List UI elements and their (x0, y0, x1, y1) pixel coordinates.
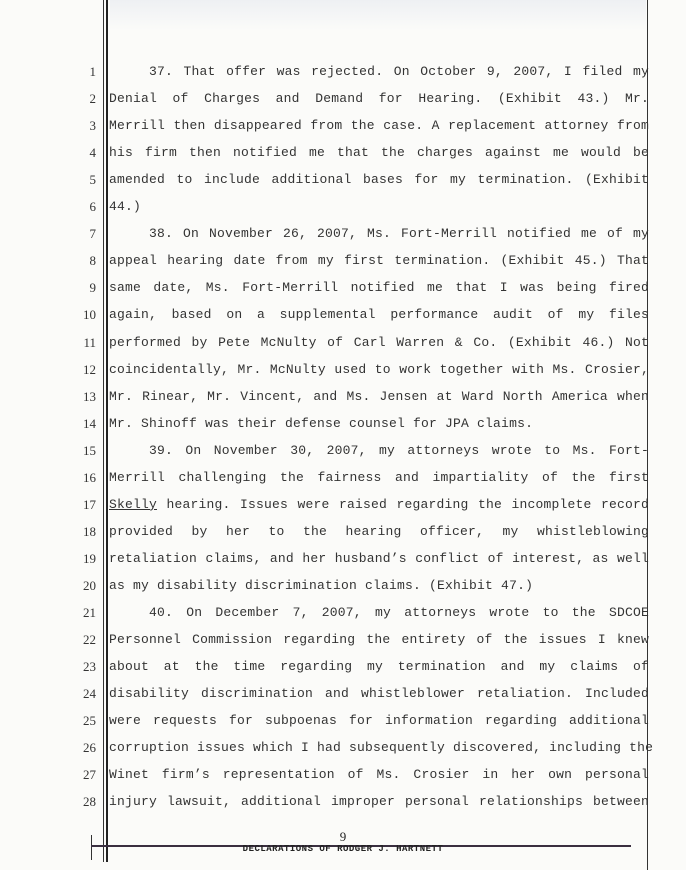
text-line (109, 497, 649, 512)
line-number: 23 (83, 659, 96, 675)
line-number: 10 (83, 307, 96, 323)
line-number: 14 (83, 415, 96, 431)
line-number: 16 (83, 469, 96, 485)
line-number: 17 (83, 496, 96, 512)
line-number: 5 (89, 172, 96, 188)
line-number: 13 (83, 388, 96, 404)
text-line: Personnel Commission regarding the entirety of the issues I knew (109, 632, 649, 648)
line-number: 8 (89, 253, 96, 269)
text-line: 44.) (109, 199, 142, 215)
text-line: disability discrimination and whistleblower retaliation. Included (109, 686, 649, 702)
text-line: same date, Ms. Fort-Merrill notified me that I was being fired (109, 280, 649, 296)
line-number: 15 (83, 442, 96, 458)
scan-artifact (110, 0, 646, 30)
case-name-underlined: Skelly (109, 496, 158, 512)
text-line: Mr. Shinoff was their defense counsel for JPA claims. (109, 415, 534, 431)
page-number: 9 (339, 829, 347, 844)
text-line: again, based on a supplemental performance audit of my files (109, 307, 649, 323)
left-margin-rule (103, 0, 104, 862)
line-number: 20 (83, 577, 96, 593)
line-number: 6 (89, 199, 96, 215)
text-line: coincidentally, Mr. McNulty used to work together with Ms. Crosier, (109, 361, 649, 377)
text-line: provided by her to the hearing officer, my whistleblowing (109, 523, 649, 539)
text-line: 37. That offer was rejected. On October 9, 2007, I filed my (149, 64, 649, 79)
text-line: 40. On December 7, 2007, my attorneys wrote to the SDCOE (149, 605, 649, 620)
text-line: 39. On November 30, 2007, my attorneys wrote to Ms. Fort- (149, 442, 649, 458)
line-number: 28 (83, 794, 96, 810)
text-line: Merrill challenging the fairness and impartiality of the first (109, 469, 649, 485)
text-line: Mr. Rinear, Mr. Vincent, and Ms. Jensen at Ward North America when (109, 388, 649, 404)
line-number: 1 (89, 64, 96, 79)
line-number: 4 (89, 145, 96, 161)
line-number: 21 (83, 605, 96, 620)
line-number: 27 (83, 767, 96, 783)
line-text: hearing. Issues were raised regarding the incomplete record (157, 496, 649, 512)
text-line: injury lawsuit, additional improper personal relationships between (109, 794, 649, 810)
line-number: 19 (83, 550, 96, 566)
text-line: as my disability discrimination claims. (Exhibit 47.) (109, 577, 534, 593)
line-number: 22 (83, 632, 96, 648)
line-number: 7 (89, 226, 96, 242)
line-number: 2 (89, 91, 96, 107)
line-number: 26 (83, 740, 96, 756)
line-number: 12 (83, 361, 96, 377)
text-line: 38. On November 26, 2007, Ms. Fort-Merrill notified me of my (149, 226, 649, 242)
left-margin-rule-double (106, 0, 108, 862)
line-number: 25 (83, 713, 96, 729)
text-line: his firm then notified me that the charges against me would be (109, 145, 649, 161)
line-number: 18 (83, 523, 96, 539)
line-number: 24 (83, 686, 96, 702)
line-number: 11 (83, 334, 96, 350)
text-line: about at the time regarding my termination and my claims of (109, 659, 649, 675)
text-line: amended to include additional bases for my termination. (Exhibit (109, 172, 649, 188)
text-line: performed by Pete McNulty of Carl Warren & Co. (Exhibit 46.) Not (109, 334, 649, 350)
text-line: were requests for subpoenas for information regarding additional (109, 713, 649, 729)
text-line: corruption issues which I had subsequently discovered, including the (109, 740, 654, 756)
text-line: appeal hearing date from my first termination. (Exhibit 45.) That (109, 253, 649, 269)
text-line: Winet firm’s representation of Ms. Crosier in her own personal (109, 767, 649, 783)
text-line: Merrill then disappeared from the case. A replacement attorney from (109, 118, 649, 134)
text-line: retaliation claims, and her husband’s conflict of interest, as well (109, 550, 649, 566)
text-line: Denial of Charges and Demand for Hearing. (Exhibit 43.) Mr. (109, 91, 649, 107)
line-number: 9 (89, 280, 96, 296)
line-number: 3 (89, 118, 96, 134)
footer-title: DECLARATIONS OF RODGER J. HARTNETT (242, 844, 444, 854)
